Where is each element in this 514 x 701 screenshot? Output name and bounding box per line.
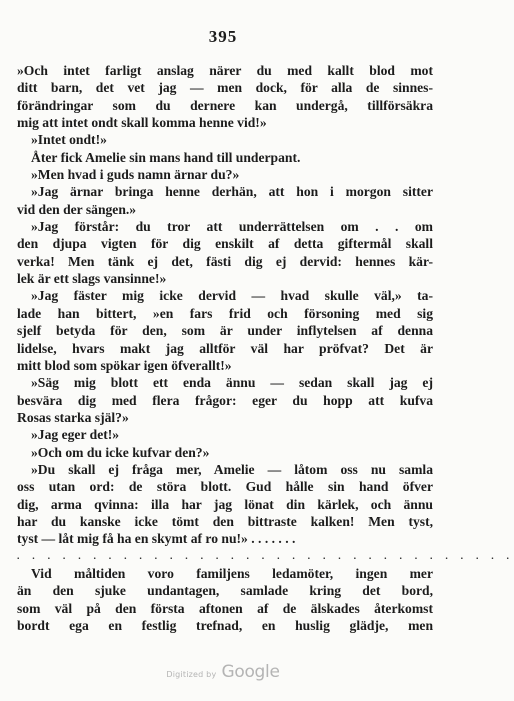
text-line: tyst — låt mig få ha en skymt af ro nu!» . . . . . . . — [17, 531, 296, 547]
text-line: »Säg mig blott ett enda ännu — sedan skall jag ej — [31, 375, 433, 391]
text-line: än den sjuke undantagen, samlade kring det bord, — [17, 583, 433, 599]
text-line: »Jag eger det!» — [31, 427, 120, 443]
text-line: bordt ega en festlig trefnad, en huslig glädje, men — [17, 618, 433, 633]
text-line: Rosas starka själ?» — [17, 409, 129, 425]
digitized-label: Digitized by — [166, 670, 217, 679]
text-line: oss utan ord: de störa blott. Gud hålle sin hand öfver — [17, 479, 433, 495]
text-line: ditt barn, det vet jag — men dock, för alla de sinnes- — [17, 80, 433, 96]
text-line: har du kanske icke tömt den bittraste kalken! Men tyst, — [17, 513, 433, 529]
text-line: lek är ett slags vansinne!» — [17, 271, 167, 287]
text-line: dig, arma qvinna: illa har jag lönat din kärlek, och ännu — [17, 496, 433, 512]
text-line: »Jag ärnar bringa henne derhän, att hon i morgon sitter — [31, 184, 433, 200]
text-line: »Jag förstår: du tror att underrättelsen om . . om — [31, 219, 433, 235]
text-line: lidelse, hvars makt jag alltför väl har pröfvat? Det är — [17, 340, 433, 356]
text-line: förändringar som du dernere kan undergå, tillförsäkra — [17, 97, 433, 113]
text-line: »Och om du icke kufvar den?» — [31, 444, 210, 460]
page-number: 395 — [208, 27, 238, 46]
google-logo: Google — [221, 662, 280, 682]
body-text — [17, 62, 514, 634]
text-line: den djupa vigten för dig enskilt af detta giftermål skall — [17, 236, 433, 252]
text-line: »Men hvad i guds namn ärnar du?» — [31, 167, 240, 183]
text-line: mitt blod som spökar igen öfverallt!» — [17, 357, 232, 373]
text-line: Vid måltiden voro familjens ledamöter, ingen mer — [31, 565, 433, 581]
text-line: lade han bittert, »en fars frid och försoning med sig — [17, 305, 433, 321]
text-line: »Intet ondt!» — [31, 132, 107, 148]
text-line: »Du skall ej fråga mer, Amelie — låtom oss nu samla — [31, 461, 433, 477]
dotted-separator: . . . . . . . . . . . . . . . . . . . . . . . . . . . . . . . . . — [17, 550, 514, 562]
text-line: verka! Men tänk ej det, fästi dig ej dervid: hennes kär- — [17, 253, 433, 269]
text-line: sjelf betyda för den, som är under inflytelsen af denna — [17, 323, 433, 339]
text-line: »Jag fäster mig icke dervid — hvad skulle väl,» ta- — [31, 288, 433, 304]
text-line: »Och intet farligt anslag närer du med kallt blod mot — [17, 63, 433, 78]
digitized-watermark — [0, 662, 446, 682]
text-line: vid den der sängen.» — [17, 201, 137, 217]
text-line: Åter fick Amelie sin mans hand till underpant. — [31, 149, 301, 165]
text-line: besvära dig med flera frågor: eger du hopp att kufva — [17, 392, 433, 408]
text-line: som väl på den första aftonen af de älskades återkomst — [17, 600, 433, 616]
text-line: mig att intet ondt skall komma henne vid!» — [17, 115, 267, 131]
